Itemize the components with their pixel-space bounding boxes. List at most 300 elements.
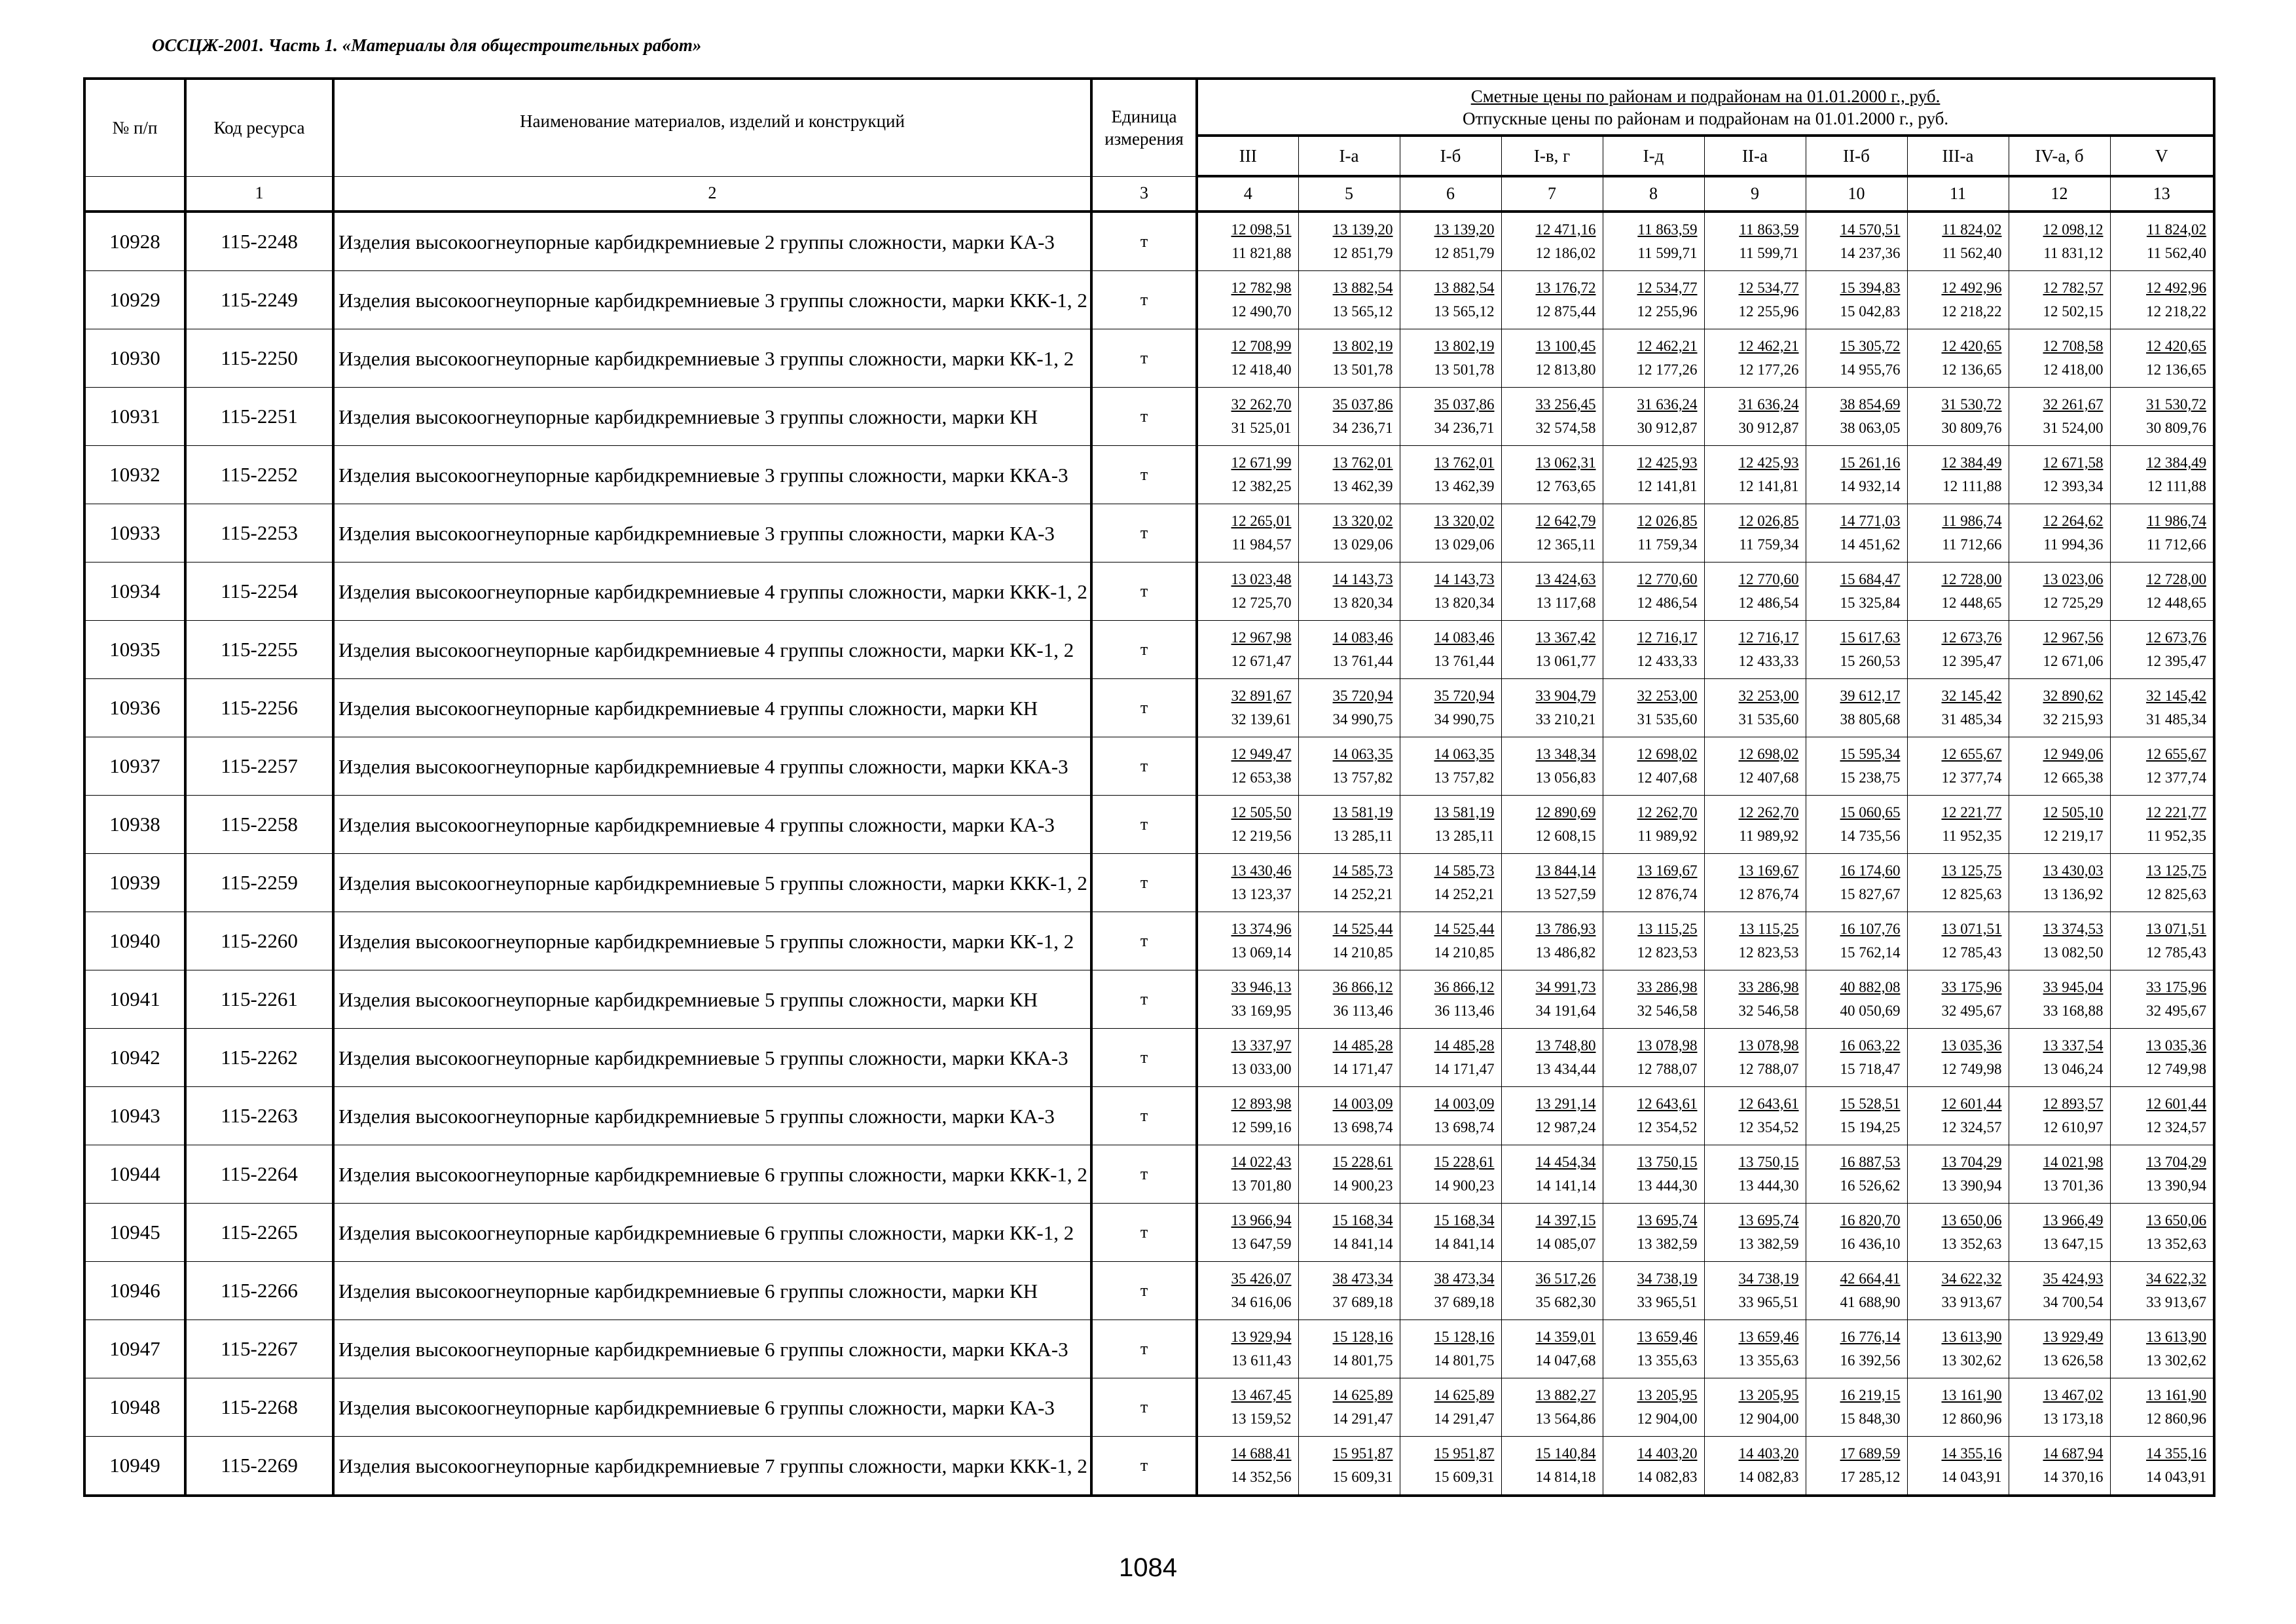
price-cell	[1806, 388, 1907, 446]
estimate-price: 13 786,93	[1535, 921, 1596, 937]
price-cell	[1298, 1204, 1400, 1262]
release-price: 13 434,44	[1535, 1061, 1596, 1077]
resource-code: 115-2269	[185, 1437, 333, 1496]
table-row	[84, 212, 2214, 271]
release-price: 33 913,67	[1941, 1294, 2002, 1310]
unit-cell: т	[1091, 912, 1197, 970]
release-price: 13 285,11	[1333, 828, 1393, 844]
release-price: 36 113,46	[1434, 1003, 1495, 1019]
estimate-price: 13 650,06	[1941, 1212, 2002, 1228]
unit-cell: т	[1091, 621, 1197, 679]
estimate-price: 15 528,51	[1840, 1096, 1901, 1112]
price-cell	[1501, 679, 1603, 737]
release-price: 11 989,92	[1739, 828, 1799, 844]
column-number-cell: 13	[2110, 176, 2214, 212]
estimate-price: 12 420,65	[2146, 338, 2207, 354]
price-cell	[1501, 1029, 1603, 1087]
region-header: I-д	[1603, 136, 1704, 176]
release-price: 34 990,75	[1332, 711, 1393, 728]
resource-code: 115-2252	[185, 446, 333, 504]
estimate-price: 14 083,46	[1434, 629, 1495, 646]
price-cell	[2009, 796, 2110, 854]
table-row	[84, 329, 2214, 388]
release-price: 12 177,26	[1637, 361, 1698, 378]
estimate-price: 13 125,75	[2146, 862, 2207, 879]
price-cell	[1704, 1145, 1806, 1204]
unit-cell: т	[1091, 504, 1197, 563]
region-header: V	[2110, 136, 2214, 176]
price-cell	[2110, 737, 2214, 796]
release-price: 12 433,33	[1637, 653, 1698, 669]
material-name: Изделия высокоогнеупорные карбидкремниевые 5 группы сложности, марки ККА-3	[333, 1029, 1091, 1087]
release-price: 32 215,93	[2043, 711, 2104, 728]
estimate-price: 13 659,46	[1637, 1329, 1698, 1345]
estimate-price: 12 505,50	[1231, 804, 1292, 821]
price-cell	[1806, 621, 1907, 679]
table-row	[84, 563, 2214, 621]
release-price: 13 029,06	[1332, 536, 1393, 553]
release-price: 15 609,31	[1332, 1469, 1393, 1485]
price-cell	[1907, 1320, 2009, 1378]
price-cell	[2110, 621, 2214, 679]
estimate-price: 12 716,17	[1637, 629, 1698, 646]
price-cell	[1197, 970, 1298, 1029]
estimate-price: 12 098,12	[2043, 221, 2104, 238]
release-price: 12 218,22	[2146, 303, 2207, 320]
estimate-price: 32 253,00	[1738, 688, 1799, 704]
price-cell	[2009, 329, 2110, 388]
table-row	[84, 854, 2214, 912]
estimate-price: 12 782,98	[1231, 280, 1292, 296]
release-price: 13 647,15	[2043, 1236, 2104, 1252]
estimate-price: 39 612,17	[1840, 688, 1901, 704]
resource-code: 115-2248	[185, 212, 333, 271]
estimate-price: 13 071,51	[2146, 921, 2207, 937]
price-cell	[1197, 679, 1298, 737]
estimate-price: 12 643,61	[1637, 1096, 1698, 1112]
estimate-price: 14 688,41	[1231, 1445, 1292, 1462]
price-cell	[1298, 970, 1400, 1029]
price-cell	[1603, 329, 1704, 388]
release-price: 11 759,34	[1637, 536, 1698, 553]
estimate-price: 14 403,20	[1637, 1445, 1698, 1462]
price-cell	[1704, 563, 1806, 621]
release-price: 14 141,14	[1535, 1177, 1596, 1194]
table-row	[84, 1204, 2214, 1262]
estimate-price: 13 650,06	[2146, 1212, 2207, 1228]
price-cell	[1298, 271, 1400, 329]
table-row	[84, 679, 2214, 737]
unit-cell: т	[1091, 212, 1197, 271]
release-price: 15 827,67	[1840, 886, 1901, 902]
material-name: Изделия высокоогнеупорные карбидкремниевые 3 группы сложности, марки КН	[333, 388, 1091, 446]
estimate-price: 12 708,99	[1231, 338, 1292, 354]
release-price: 32 139,61	[1231, 711, 1292, 728]
release-price: 11 831,12	[2043, 245, 2104, 261]
release-price: 14 291,47	[1434, 1411, 1495, 1427]
price-cell	[2110, 1204, 2214, 1262]
release-price: 13 761,44	[1434, 653, 1495, 669]
estimate-price: 13 169,67	[1637, 862, 1698, 879]
price-cell	[1907, 970, 2009, 1029]
estimate-price: 12 708,58	[2043, 338, 2104, 354]
estimate-price: 14 625,89	[1434, 1387, 1495, 1403]
release-price: 14 841,14	[1434, 1236, 1495, 1252]
release-price: 12 749,98	[2146, 1061, 2207, 1077]
table-row	[84, 1029, 2214, 1087]
price-cell	[1197, 1320, 1298, 1378]
estimate-price: 14 771,03	[1840, 513, 1901, 529]
release-price: 34 236,71	[1332, 420, 1393, 436]
estimate-price: 15 128,16	[1332, 1329, 1393, 1345]
material-name: Изделия высокоогнеупорные карбидкремниевые 4 группы сложности, марки КН	[333, 679, 1091, 737]
estimate-price: 12 221,77	[2146, 804, 2207, 821]
price-cell	[1806, 563, 1907, 621]
release-price: 14 210,85	[1434, 944, 1495, 961]
estimate-price: 14 143,73	[1332, 571, 1393, 587]
release-price: 12 823,53	[1637, 944, 1698, 961]
estimate-price: 13 882,54	[1434, 280, 1495, 296]
release-price: 15 194,25	[1840, 1119, 1901, 1135]
estimate-price: 32 145,42	[2146, 688, 2207, 704]
release-price: 12 418,00	[2043, 361, 2104, 378]
release-price: 12 377,74	[1941, 769, 2002, 786]
estimate-price: 13 802,19	[1332, 338, 1393, 354]
price-cell	[1603, 1378, 1704, 1437]
release-price: 31 524,00	[2043, 420, 2104, 436]
estimate-price: 12 262,70	[1738, 804, 1799, 821]
price-cell	[1298, 1437, 1400, 1496]
release-price: 11 562,40	[1942, 245, 2002, 261]
release-price: 11 952,35	[2146, 828, 2207, 844]
material-name: Изделия высокоогнеупорные карбидкремниевые 5 группы сложности, марки КН	[333, 970, 1091, 1029]
price-cell	[2110, 912, 2214, 970]
price-cell	[2009, 1437, 2110, 1496]
col-header-name: Наименование материалов, изделий и конструкций	[333, 79, 1091, 176]
release-price: 14 814,18	[1535, 1469, 1596, 1485]
release-price: 14 043,91	[1941, 1469, 2002, 1485]
release-price: 37 689,18	[1332, 1294, 1393, 1310]
estimate-price: 12 671,99	[1231, 454, 1292, 471]
release-price: 40 050,69	[1840, 1003, 1901, 1019]
price-cell	[1501, 329, 1603, 388]
price-cell	[2009, 1320, 2110, 1378]
unit-cell: т	[1091, 854, 1197, 912]
price-cell	[1806, 212, 1907, 271]
estimate-price: 32 890,62	[2043, 688, 2104, 704]
estimate-price: 15 595,34	[1840, 746, 1901, 762]
prices-title-release: Отпускные цены по районам и подрайонам на 01.01.2000 г., руб.	[1462, 108, 1949, 128]
estimate-price: 12 425,93	[1637, 454, 1698, 471]
price-cell	[2110, 1262, 2214, 1320]
price-cell	[1704, 1087, 1806, 1145]
price-cell	[1197, 1204, 1298, 1262]
estimate-price: 13 125,75	[1941, 862, 2002, 879]
price-cell	[1501, 446, 1603, 504]
price-cell	[1400, 271, 1501, 329]
estimate-price: 11 824,02	[2146, 221, 2207, 238]
estimate-price: 14 687,94	[2043, 1445, 2104, 1462]
unit-cell: т	[1091, 1204, 1197, 1262]
release-price: 13 486,82	[1535, 944, 1596, 961]
resource-code: 115-2261	[185, 970, 333, 1029]
resource-code: 115-2250	[185, 329, 333, 388]
estimate-price: 12 262,70	[1637, 804, 1698, 821]
estimate-price: 13 613,90	[1941, 1329, 2002, 1345]
release-price: 12 876,74	[1637, 886, 1698, 902]
price-cell	[1603, 388, 1704, 446]
row-number: 10933	[84, 504, 185, 563]
resource-code: 115-2264	[185, 1145, 333, 1204]
price-cell	[2009, 1145, 2110, 1204]
price-cell	[1704, 271, 1806, 329]
estimate-price: 14 625,89	[1332, 1387, 1393, 1403]
estimate-price: 12 716,17	[1738, 629, 1799, 646]
estimate-price: 13 115,25	[1637, 921, 1698, 937]
release-price: 33 169,95	[1231, 1003, 1292, 1019]
release-price: 12 448,65	[1941, 595, 2002, 611]
release-price: 12 860,96	[1941, 1411, 2002, 1427]
price-cell	[1704, 970, 1806, 1029]
price-cell	[1197, 329, 1298, 388]
estimate-price: 13 374,96	[1231, 921, 1292, 937]
release-price: 12 219,17	[2043, 828, 2104, 844]
estimate-price: 32 145,42	[1941, 688, 2002, 704]
release-price: 12 610,97	[2043, 1119, 2104, 1135]
estimate-price: 35 424,93	[2043, 1270, 2104, 1287]
price-cell	[2110, 679, 2214, 737]
release-price: 12 141,81	[1738, 478, 1799, 494]
release-price: 13 382,59	[1738, 1236, 1799, 1252]
region-header: III	[1197, 136, 1298, 176]
estimate-price: 12 505,10	[2043, 804, 2104, 821]
release-price: 11 599,71	[1739, 245, 1799, 261]
unit-cell: т	[1091, 796, 1197, 854]
estimate-price: 35 037,86	[1332, 396, 1393, 413]
release-price: 13 527,59	[1535, 886, 1596, 902]
price-cell	[1704, 1378, 1806, 1437]
price-cell	[1806, 1145, 1907, 1204]
estimate-price: 31 530,72	[1941, 396, 2002, 413]
estimate-price: 12 728,00	[2146, 571, 2207, 587]
region-header: I-в, г	[1501, 136, 1603, 176]
price-cell	[1501, 212, 1603, 271]
release-price: 16 392,56	[1840, 1352, 1901, 1369]
estimate-price: 34 622,32	[2146, 1270, 2207, 1287]
estimate-price: 12 026,85	[1637, 513, 1698, 529]
release-price: 30 809,76	[2146, 420, 2207, 436]
price-cell	[1501, 621, 1603, 679]
release-price: 14 210,85	[1332, 944, 1393, 961]
price-cell	[2009, 1029, 2110, 1087]
release-price: 13 159,52	[1231, 1411, 1292, 1427]
price-cell	[1704, 679, 1806, 737]
price-cell	[1806, 1262, 1907, 1320]
estimate-price: 14 585,73	[1332, 862, 1393, 879]
price-cell	[1603, 1320, 1704, 1378]
price-cell	[1806, 1320, 1907, 1378]
price-cell	[1400, 388, 1501, 446]
price-cell	[1907, 1378, 2009, 1437]
price-cell	[1400, 504, 1501, 563]
release-price: 34 616,06	[1231, 1294, 1292, 1310]
price-cell	[1603, 1204, 1704, 1262]
release-price: 12 860,96	[2146, 1411, 2207, 1427]
estimate-price: 15 951,87	[1434, 1445, 1495, 1462]
release-price: 36 113,46	[1333, 1003, 1393, 1019]
estimate-price: 16 219,15	[1840, 1387, 1901, 1403]
price-cell	[1603, 504, 1704, 563]
release-price: 13 069,14	[1231, 944, 1292, 961]
release-price: 12 749,98	[1941, 1061, 2002, 1077]
resource-code: 115-2268	[185, 1378, 333, 1437]
price-cell	[2110, 1437, 2214, 1496]
price-cell	[1197, 212, 1298, 271]
price-cell	[1501, 1145, 1603, 1204]
estimate-price: 13 430,03	[2043, 862, 2104, 879]
price-cell	[1400, 329, 1501, 388]
price-cell	[2009, 1087, 2110, 1145]
price-cell	[2110, 1145, 2214, 1204]
col-header-number: № п/п	[84, 79, 185, 176]
estimate-price: 16 063,22	[1840, 1037, 1901, 1054]
release-price: 12 255,96	[1637, 303, 1698, 320]
resource-code: 115-2263	[185, 1087, 333, 1145]
estimate-price: 16 887,53	[1840, 1154, 1901, 1170]
estimate-price: 16 776,14	[1840, 1329, 1901, 1345]
price-cell	[1603, 1262, 1704, 1320]
estimate-price: 12 384,49	[2146, 454, 2207, 471]
estimate-price: 13 966,49	[2043, 1212, 2104, 1228]
price-cell	[1400, 446, 1501, 504]
estimate-price: 13 882,54	[1332, 280, 1393, 296]
release-price: 37 689,18	[1434, 1294, 1495, 1310]
estimate-price: 35 426,07	[1231, 1270, 1292, 1287]
estimate-price: 15 060,65	[1840, 804, 1901, 821]
price-cell	[1603, 1145, 1704, 1204]
price-cell	[1197, 621, 1298, 679]
price-cell	[1501, 1378, 1603, 1437]
release-price: 11 821,88	[1231, 245, 1292, 261]
estimate-price: 14 355,16	[1941, 1445, 2002, 1462]
release-price: 33 965,51	[1637, 1294, 1698, 1310]
price-cell	[2009, 388, 2110, 446]
release-price: 32 574,58	[1535, 420, 1596, 436]
release-price: 11 562,40	[2146, 245, 2207, 261]
table-row	[84, 271, 2214, 329]
price-cell	[1907, 1029, 2009, 1087]
estimate-price: 14 021,98	[2043, 1154, 2104, 1170]
price-cell	[1501, 854, 1603, 912]
release-price: 38 063,05	[1840, 420, 1901, 436]
price-cell	[2110, 446, 2214, 504]
column-number-cell	[84, 176, 185, 212]
price-cell	[1501, 388, 1603, 446]
estimate-price: 11 863,59	[1739, 221, 1799, 238]
price-cell	[1704, 1262, 1806, 1320]
release-price: 12 377,74	[2146, 769, 2207, 786]
estimate-price: 15 168,34	[1434, 1212, 1495, 1228]
price-cell	[2110, 796, 2214, 854]
price-cell	[1400, 796, 1501, 854]
estimate-price: 14 083,46	[1332, 629, 1393, 646]
release-price: 13 565,12	[1434, 303, 1495, 320]
price-cell	[1298, 563, 1400, 621]
price-cell	[1298, 621, 1400, 679]
release-price: 13 501,78	[1332, 361, 1393, 378]
estimate-price: 13 337,97	[1231, 1037, 1292, 1054]
price-cell	[2110, 504, 2214, 563]
release-price: 12 255,96	[1738, 303, 1799, 320]
estimate-price: 14 003,09	[1434, 1096, 1495, 1112]
estimate-price: 13 023,48	[1231, 571, 1292, 587]
price-cell	[1197, 912, 1298, 970]
estimate-price: 35 720,94	[1434, 688, 1495, 704]
estimate-price: 13 348,34	[1535, 746, 1596, 762]
release-price: 12 823,53	[1738, 944, 1799, 961]
prices-title-estimate: Сметные цены по районам и подрайонам на 01.01.2000 г., руб.	[1470, 86, 1941, 106]
price-cell	[1907, 679, 2009, 737]
estimate-price: 12 967,56	[2043, 629, 2104, 646]
estimate-price: 12 221,77	[1941, 804, 2002, 821]
release-price: 12 382,25	[1231, 478, 1292, 494]
price-cell	[2009, 737, 2110, 796]
estimate-price: 12 462,21	[1738, 338, 1799, 354]
release-price: 13 302,62	[1941, 1352, 2002, 1369]
price-cell	[1603, 563, 1704, 621]
estimate-price: 12 949,47	[1231, 746, 1292, 762]
unit-cell: т	[1091, 1029, 1197, 1087]
estimate-price: 12 671,58	[2043, 454, 2104, 471]
release-price: 12 395,47	[2146, 653, 2207, 669]
release-price: 13 352,63	[1941, 1236, 2002, 1252]
resource-code: 115-2262	[185, 1029, 333, 1087]
release-price: 13 701,36	[2043, 1177, 2104, 1194]
price-cell	[1907, 1087, 2009, 1145]
row-number: 10934	[84, 563, 185, 621]
estimate-price: 13 176,72	[1535, 280, 1596, 296]
resource-code: 115-2254	[185, 563, 333, 621]
release-price: 14 082,83	[1738, 1469, 1799, 1485]
price-cell	[1907, 621, 2009, 679]
material-name: Изделия высокоогнеупорные карбидкремниевые 4 группы сложности, марки КК-1, 2	[333, 621, 1091, 679]
material-name: Изделия высокоогнеупорные карбидкремниевые 6 группы сложности, марки КК-1, 2	[333, 1204, 1091, 1262]
release-price: 12 725,70	[1231, 595, 1292, 611]
release-price: 31 535,60	[1637, 711, 1698, 728]
col-header-code: Код ресурса	[185, 79, 333, 176]
price-cell	[1197, 1262, 1298, 1320]
estimate-price: 14 454,34	[1535, 1154, 1596, 1170]
release-price: 12 788,07	[1637, 1061, 1698, 1077]
estimate-price: 11 824,02	[1942, 221, 2002, 238]
estimate-price: 13 161,90	[2146, 1387, 2207, 1403]
estimate-price: 15 128,16	[1434, 1329, 1495, 1345]
estimate-price: 34 738,19	[1637, 1270, 1698, 1287]
estimate-price: 12 673,76	[1941, 629, 2002, 646]
estimate-price: 13 291,14	[1535, 1096, 1596, 1112]
price-cell	[1907, 1437, 2009, 1496]
estimate-price: 13 337,54	[2043, 1037, 2104, 1054]
estimate-price: 36 866,12	[1332, 979, 1393, 995]
estimate-price: 15 394,83	[1840, 280, 1901, 296]
resource-code: 115-2267	[185, 1320, 333, 1378]
release-price: 12 599,16	[1231, 1119, 1292, 1135]
estimate-price: 13 139,20	[1434, 221, 1495, 238]
price-cell	[2009, 271, 2110, 329]
estimate-price: 12 782,57	[2043, 280, 2104, 296]
release-price: 12 418,40	[1231, 361, 1292, 378]
estimate-price: 15 951,87	[1332, 1445, 1393, 1462]
